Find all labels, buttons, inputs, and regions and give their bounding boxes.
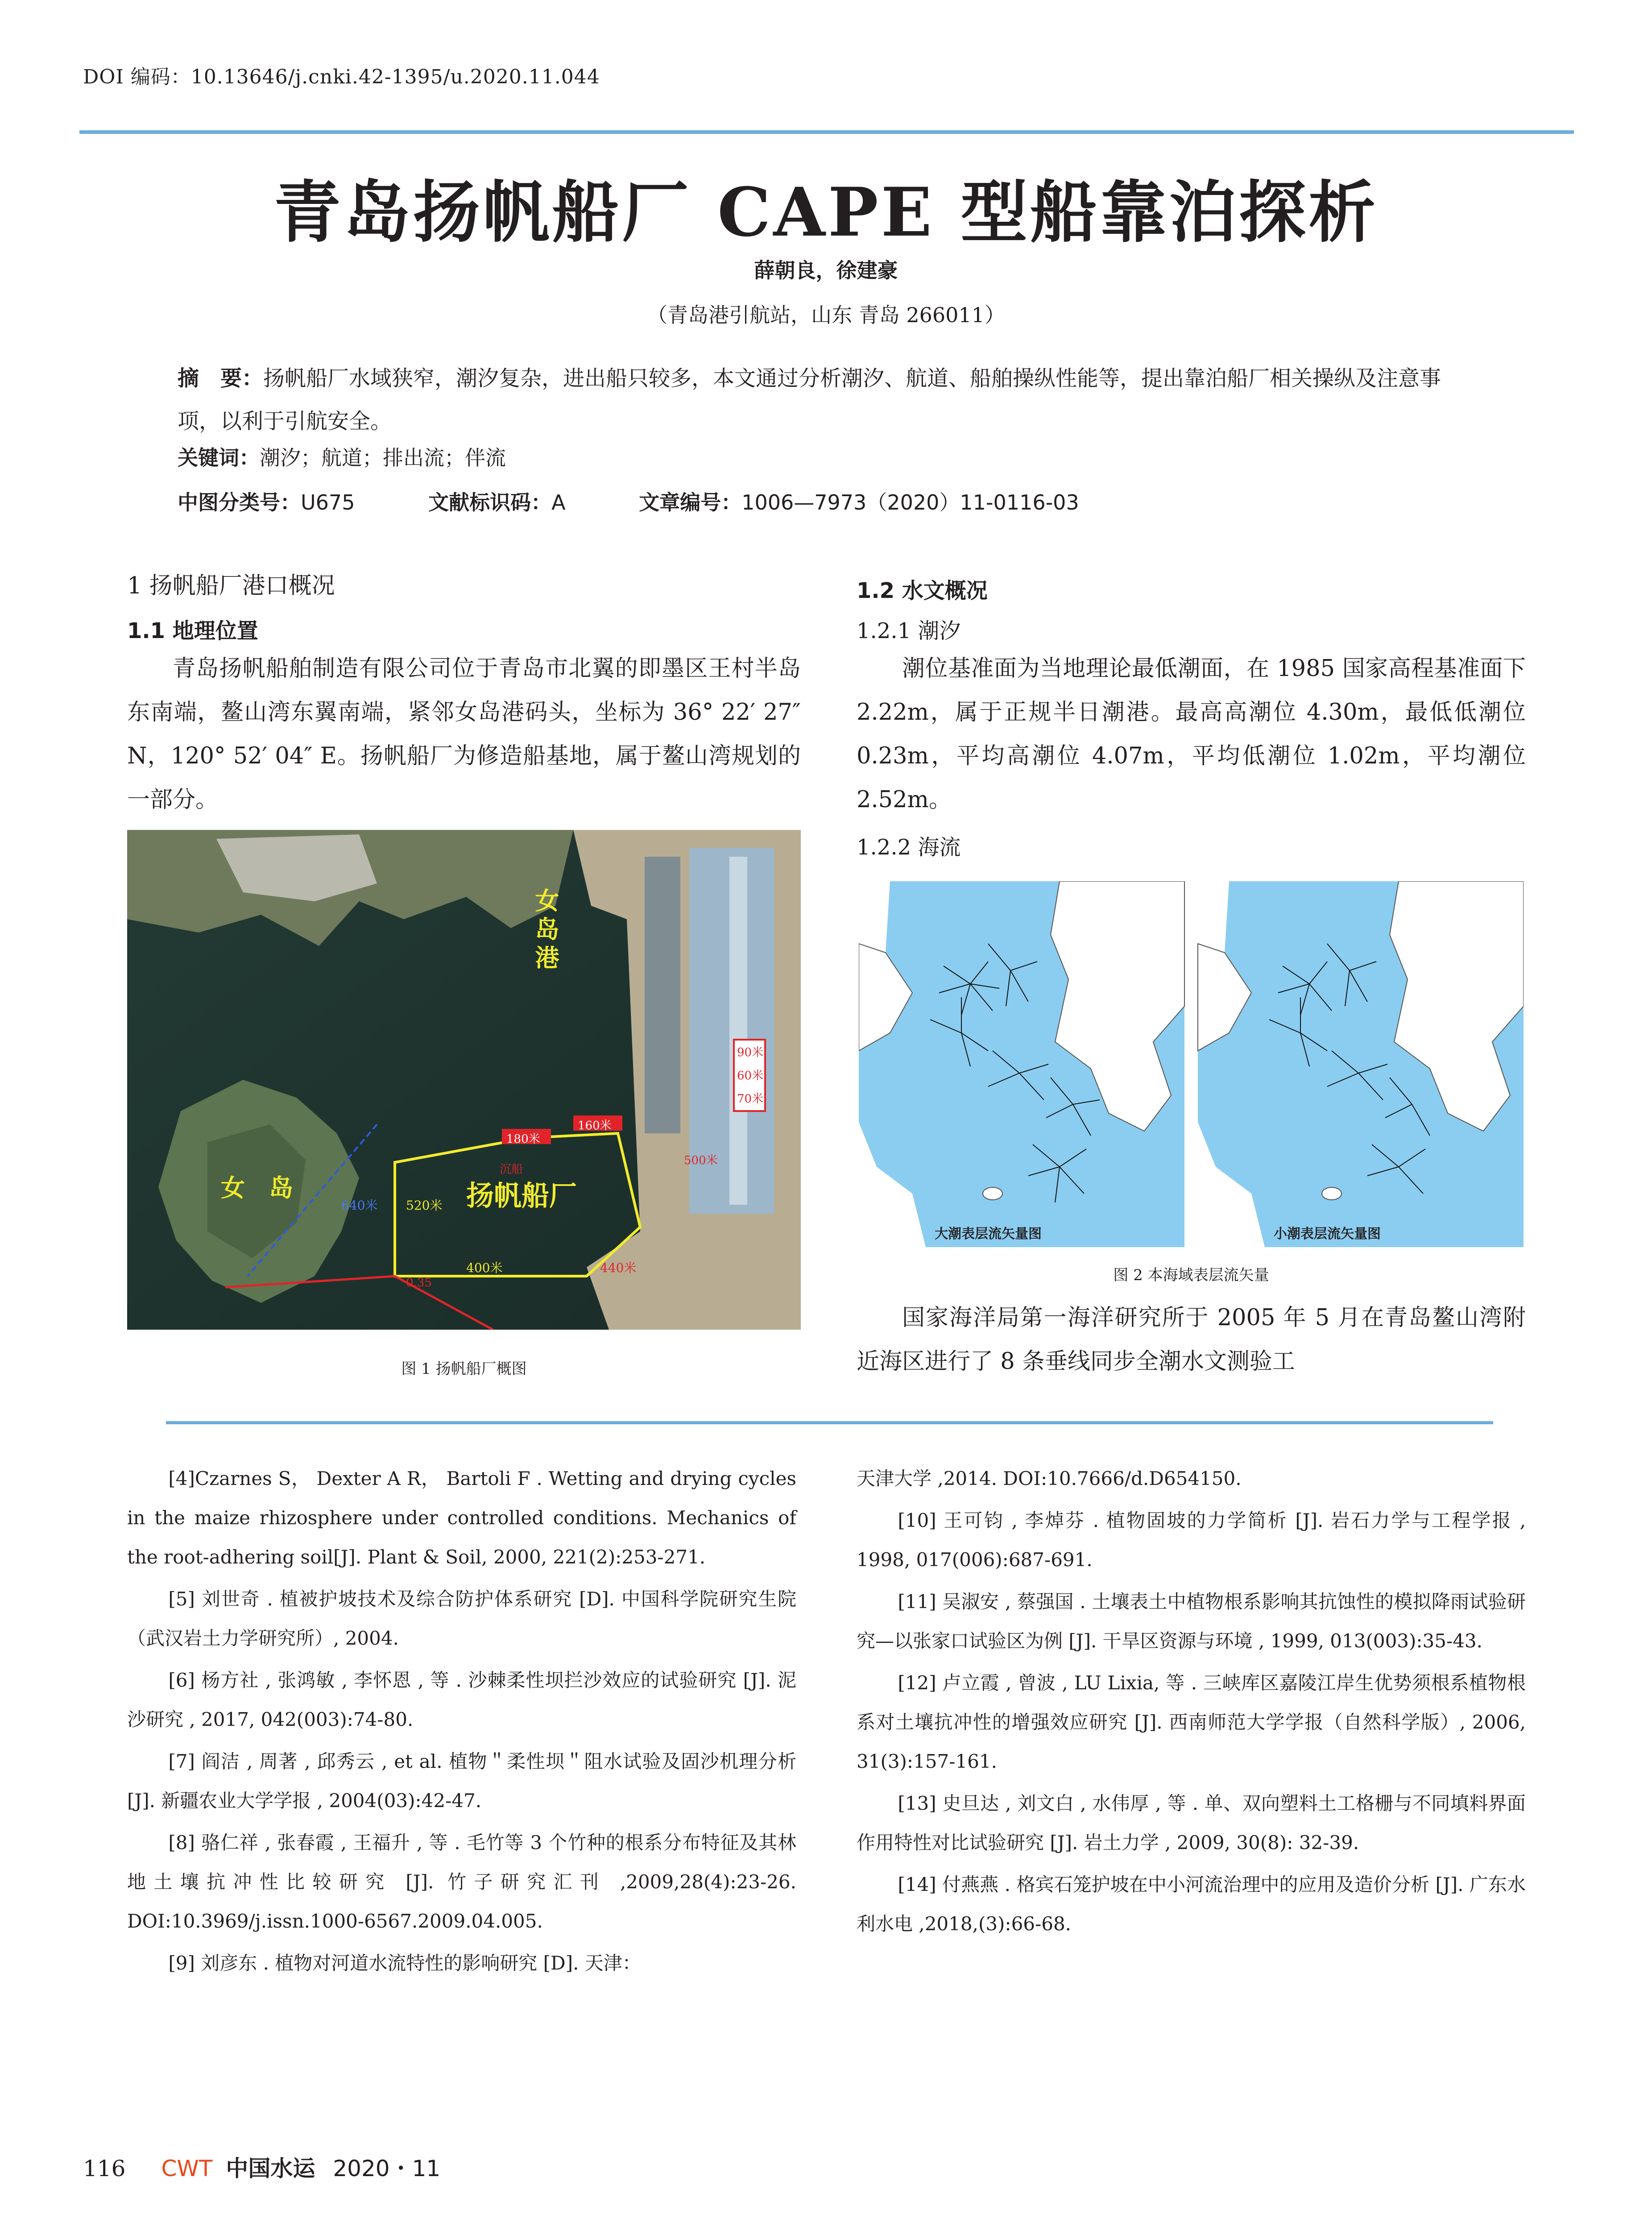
dim-035: 0.35 bbox=[406, 1276, 432, 1290]
journal-logo: CWT bbox=[161, 2156, 213, 2181]
reference-10: [10] 王可钧 , 李焯芬 . 植物固坡的力学简析 [J]. 岩石力学与工程学报 , 1998, 017(006):687-691. bbox=[857, 1509, 1526, 1571]
reference-6: [6] 杨方社 , 张鸿敏 , 李怀恩 , 等 . 沙棘柔性坝拦沙效应的试验研究 [J]. 泥沙研究 , 2017, 042(003):74-80. bbox=[127, 1669, 796, 1730]
reference-5: [5] 刘世奇 . 植被护坡技术及综合防护体系研究 [D]. 中国科学院研究生院（武汉岩土力学研究所）, 2004. bbox=[127, 1588, 796, 1649]
clc-label: 中图分类号： bbox=[178, 490, 301, 514]
dim-440: 440米 bbox=[600, 1261, 637, 1275]
reference-9-continued: 天津大学 ,2014. DOI:10.7666/d.D654150. bbox=[857, 1468, 1242, 1489]
article-no-label: 文章编号： bbox=[639, 490, 742, 514]
dim-500: 500米 bbox=[684, 1154, 718, 1167]
journal-name: 中国水运 bbox=[226, 2155, 315, 2181]
neap-tide-label: 小潮表层流矢量图 bbox=[1274, 1226, 1381, 1242]
map-label-island: 女 岛 bbox=[221, 1174, 293, 1202]
map-label-port: 女岛港 bbox=[531, 888, 560, 974]
reference-9: [9] 刘彦东 . 植物对河道水流特性的影响研究 [D]. 天津： bbox=[168, 1952, 641, 1974]
figure-1-map bbox=[127, 830, 801, 1330]
section-divider bbox=[166, 1421, 1493, 1424]
reference-8: [8] 骆仁祥 , 张春霞 , 王福升 , 等 . 毛竹等 3 个竹种的根系分布特征及其林地土壤抗冲性比较研究 [J]. 竹子研究汇刊 ,2009,28(4):23-26. DOI:10.3969/j.issn.1000-6567.2009.04.005. bbox=[127, 1832, 796, 1932]
page-footer bbox=[83, 2151, 440, 2183]
dim-160: 160米 bbox=[578, 1119, 612, 1132]
abstract-block bbox=[178, 357, 1480, 443]
dim-90: 90米 bbox=[737, 1046, 764, 1059]
current-vector-maps bbox=[859, 881, 1524, 1247]
spring-tide-map bbox=[859, 881, 1184, 1247]
clc-value: U675 bbox=[301, 490, 355, 514]
dim-70: 70米 bbox=[737, 1092, 764, 1106]
reference-12: [12] 卢立霞 , 曾波 , LU Lixia, 等 . 三峡库区嘉陵江岸生优势须根系植物根系对土壤抗冲性的增强效应研究 [J]. 西南师范大学学报（自然科学版）, 2006, 31(3):157-161. bbox=[857, 1672, 1526, 1772]
references-left bbox=[127, 1459, 796, 1986]
reference-4: [4]Czarnes S， Dexter A R， Bartoli F . Wetting and drying cycles in the maize rhizosphere under controlled conditions. Mechanics of the root-adhering soil[J]. Plant & Soil, 2000, 221(2):253-271. bbox=[127, 1468, 796, 1568]
page-number: 116 bbox=[83, 2156, 126, 2181]
map-label-yard: 扬帆船厂 bbox=[466, 1179, 577, 1212]
figure-1-caption: 图 1 扬帆船厂概图 bbox=[401, 1360, 527, 1378]
section-1-2-1-heading: 1.2.1 潮汐 bbox=[857, 618, 961, 643]
reference-7: [7] 阎洁 , 周著 , 邱秀云 , et al. 植物＂柔性坝＂阻水试验及固沙机理分析 [J]. 新疆农业大学学报 , 2004(03):42-47. bbox=[127, 1750, 796, 1812]
keywords-line bbox=[178, 442, 506, 471]
doc-code-label: 文献标识码： bbox=[428, 490, 552, 514]
authors: 薛朝良，徐建豪 bbox=[754, 258, 898, 282]
classification-line bbox=[178, 486, 1146, 516]
abstract-text: 扬帆船厂水域狭窄，潮汐复杂，进出船只较多，本文通过分析潮汐、航道、船舶操纵性能等，提出靠泊船厂相关操纵及注意事项，以利于引航安全。 bbox=[178, 366, 1441, 434]
shipyard-satellite-map bbox=[127, 830, 801, 1330]
figure-2-caption: 图 2 本海域表层流矢量 bbox=[1113, 1266, 1269, 1284]
issue-date: 2020・11 bbox=[333, 2156, 441, 2181]
spring-tide-label: 大潮表层流矢量图 bbox=[935, 1226, 1042, 1242]
paper-title: 青岛扬帆船厂 CAPE 型船靠泊探析 bbox=[273, 173, 1379, 252]
wreck-label: 沉船 bbox=[500, 1163, 523, 1176]
doi-line: DOI 编码：10.13646/j.cnki.42-1395/u.2020.11.044 bbox=[83, 66, 600, 88]
section-1-1-heading: 1.1 地理位置 bbox=[127, 618, 258, 643]
paragraph-survey: 国家海洋局第一海洋研究所于 2005 年 5 月在青岛鳌山湾附近海区进行了 8 条垂线同步全潮水文测验工 bbox=[857, 1305, 1526, 1375]
affiliation: （青岛港引航站，山东 青岛 266011） bbox=[647, 303, 1005, 327]
keywords-label: 关键词： bbox=[178, 446, 260, 470]
reference-14: [14] 付燕燕 . 格宾石笼护坡在中小河流治理中的应用及造价分析 [J]. 广东水利水电 ,2018,(3):66-68. bbox=[857, 1874, 1526, 1935]
dim-640: 640米 bbox=[341, 1198, 378, 1213]
dim-180: 180米 bbox=[506, 1132, 540, 1146]
abstract-label: 摘 要： bbox=[178, 366, 264, 391]
reference-13: [13] 史旦达 , 刘文白 , 水伟厚 , 等 . 单、双向塑料土工格栅与不同填料界面作用特性对比试验研究 [J]. 岩土力学 , 2009, 30(8): 32-39. bbox=[857, 1792, 1526, 1854]
neap-tide-map bbox=[1198, 881, 1524, 1247]
article-no-value: 1006—7973（2020）11-0116-03 bbox=[741, 490, 1079, 514]
paragraph-location: 青岛扬帆船舶制造有限公司位于青岛市北翼的即墨区王村半岛东南端，鳌山湾东翼南端，紧邻女岛港码头，坐标为 36° 22′ 27″ N，120° 52′ 04″ E。扬帆船厂为修造船基地，属于鳌山湾规划的一部分。 bbox=[127, 655, 801, 813]
dim-400: 400米 bbox=[466, 1261, 503, 1275]
dim-60: 60米 bbox=[737, 1069, 764, 1082]
doc-code-value: A bbox=[551, 490, 566, 514]
references-right bbox=[857, 1459, 1526, 1946]
section-1-2-heading: 1.2 水文概况 bbox=[857, 578, 988, 603]
keywords-text: 潮汐；航道；排出流；伴流 bbox=[260, 446, 506, 470]
dim-520: 520米 bbox=[406, 1198, 443, 1213]
section-1-2-2-heading: 1.2.2 海流 bbox=[857, 835, 961, 860]
header-rule bbox=[79, 130, 1574, 134]
reference-11: [11] 吴淑安 , 蔡强国 . 土壤表土中植物根系影响其抗蚀性的模拟降雨试验研究—以张家口试验区为例 [J]. 干旱区资源与环境 , 1999, 013(003):35-43. bbox=[857, 1591, 1526, 1652]
section-1-heading: 1 扬帆船厂港口概况 bbox=[127, 572, 335, 599]
figure-2-current-maps bbox=[859, 881, 1524, 1247]
paragraph-tide: 潮位基准面为当地理论最低潮面，在 1985 国家高程基准面下 2.22m，属于正规半日潮港。最高高潮位 4.30m，最低低潮位 0.23m，平均高潮位 4.07m，平均低潮位 1.02m，平均潮位 2.52m。 bbox=[857, 655, 1526, 813]
